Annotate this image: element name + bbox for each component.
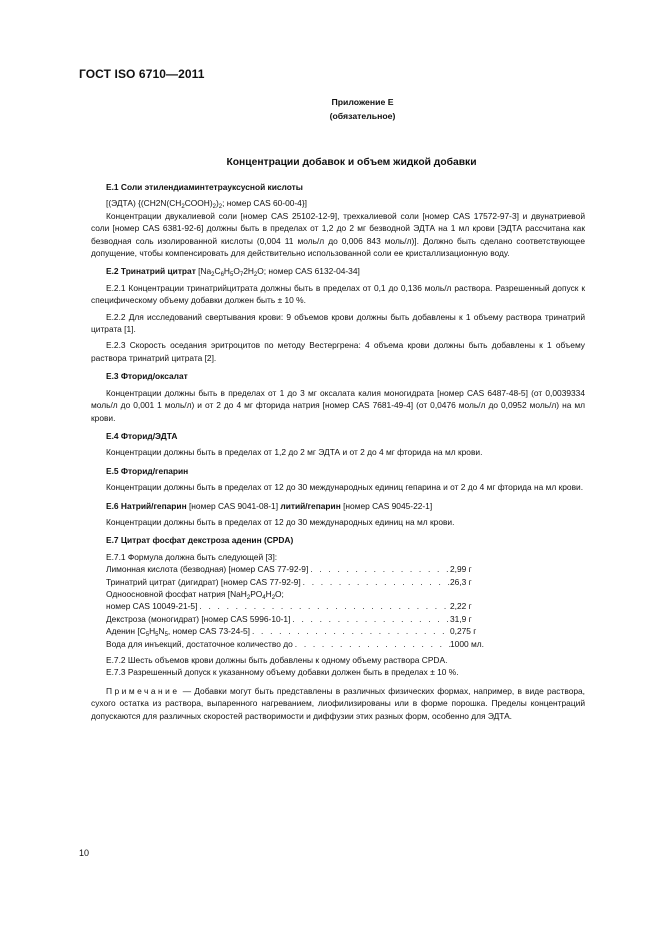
standard-header: ГОСТ ISO 6710—2011	[79, 67, 205, 81]
section-e6-text: Концентрации должны быть в пределах от 12 до 30 международных единиц на мл крови.	[106, 516, 455, 527]
section-e5-heading: Е.5 Фторид/гепарин	[106, 465, 189, 476]
section-e1-text: Концентрации двукалиевой соли [номер CAS 25102-12-9], трехкалиевой соли [номер CAS 17572-97-3] и двунатриевой соли [номер CAS 6381-92-6] должны быть в пределах от 1,2 до 2 мг безводной ЭДТА на 1 мл крови [ЭДТА рассчитана как безводная соль изолированной кислоты (0,004 11 моль/л до 0,006 843 моль/л)]. Должно быть сделано соответствующее допущение, чтобы компенсировать для действительно использованной соли ее кристаллизационную воду.	[91, 210, 585, 259]
section-e4-heading: Е.4 Фторид/ЭДТА	[106, 430, 178, 441]
note-text: — Добавки могут быть представлены в различных физических формах, например, в виде раствора, сухого остатка из раствора, выпаренного нагреванием, лиофилизированы или в форме порошка. Пределы концентраций допускаются для различных скоростей растворимости и диффузии этих разных форм, особенно для ЭДТА.	[91, 685, 585, 721]
annex-label: Приложение Е	[331, 97, 394, 107]
section-e7-heading: Е.7 Цитрат фосфат декстроза аденин (CPDA)	[106, 535, 294, 546]
section-e5-text: Концентрации должны быть в пределах от 12 до 30 международных единиц гепарина и от 2 до 4 мг фторида на мл крови.	[106, 482, 584, 493]
formula-row: Аденин [$C_5H_5N_5$, номер CAS 73-24-5] . . . 0,275 г	[91, 625, 508, 637]
section-e4-text: Концентрации должны быть в пределах от 1,2 до 2 мг ЭДТА и от 2 до 4 мг фторида на мл крови.	[106, 447, 483, 458]
note-paragraph	[91, 685, 585, 722]
annex-title	[0, 157, 661, 168]
section-e7-2: Е.7.2 Шесть объемов крови должны быть добавлены к одному объему раствора CPDA.	[106, 655, 448, 665]
formula-row: Лимонная кислота (безводная) [номер CAS 77-92-9] . . . 2,99 г	[91, 563, 508, 575]
section-e7-3: Е.7.3 Разрешенный допуск к указанному объему добавки должен быть в пределах ± 10 %.	[106, 667, 459, 678]
section-e1-formula: [(ЭДТА) {$(CH2N(CH_2COOH)_2)_2$; номер CAS 60-00-4}]	[106, 198, 307, 211]
annex-status: (обязательное)	[329, 111, 396, 121]
section-e1-heading: Е.1 Соли этилендиаминтетрауксусной кислоты	[106, 182, 303, 192]
section-e2-2: Е.2.2 Для исследований свертывания крови: 9 объемов крови должны быть добавлены к 1 объему раствора тринатрий цитрата [1].	[91, 311, 585, 335]
formula-row-phosphate-name: Одноосновной фосфат натрия [$NaH_2PO_4H_2O$;	[106, 588, 284, 601]
formula-row: номер CAS 10049-21-5] . . . 2,22 г	[91, 600, 508, 612]
section-e2-heading: Е.2 Тринатрий цитрат [$Na_2C_6H_5O_72H_2O$; номер CAS 6132-04-34]	[106, 266, 360, 279]
formula-row: Вода для инъекций, достаточное количество до . . . 1000 мл.	[91, 638, 508, 650]
section-e2-3: Е.2.3 Скорость оседания эритроцитов по методу Вестергрена: 4 объема крови должны быть добавлены к 1 объему раствора тринатрий цитрата [2].	[91, 340, 585, 363]
section-e7-1-intro: Е.7.1 Формула должна быть следующей [3]:	[106, 551, 278, 562]
section-e6-heading: Е.6 Натрий/гепарин [номер CAS 9041-08-1] литий/гепарин [номер CAS 9045-22-1]	[106, 500, 433, 511]
note-lead: Примечание	[106, 685, 180, 696]
page-number: 10	[79, 848, 90, 858]
annex-heading	[0, 95, 661, 123]
section-e3-heading: Е.3 Фторид/оксалат	[106, 371, 188, 382]
formula-row: Тринатрий цитрат (дигидрат) [номер CAS 77-92-9] . . . 26,3 г	[91, 576, 508, 588]
annex-title-text: Концентрации добавок и объем жидкой добавки	[226, 157, 477, 168]
formula-row: Декстроза (моногидрат) [номер CAS 5996-10-1] . . . 31,9 г	[91, 613, 508, 625]
annex-body	[91, 181, 585, 722]
section-e2-1: Е.2.1 Концентрации тринатрийцитрата должны быть в пределах от 0,1 до 0,136 моль/л раствора. Разрешенный допуск к специфическому объему добавки должен быть ± 10 %.	[91, 282, 585, 306]
section-e3-text: Концентрации должны быть в пределах от 1 до 3 мг оксалата калия моногидрата [номер CAS 6487-48-5] (от 0,0039334 моль/л до 0,001 1 моль/л) и от 2 до 4 мг фторида натрия [номер CAS 7681-49-4] (от 0,0476 моль/л до 0,0952 моль/л) на мл крови.	[91, 387, 585, 423]
